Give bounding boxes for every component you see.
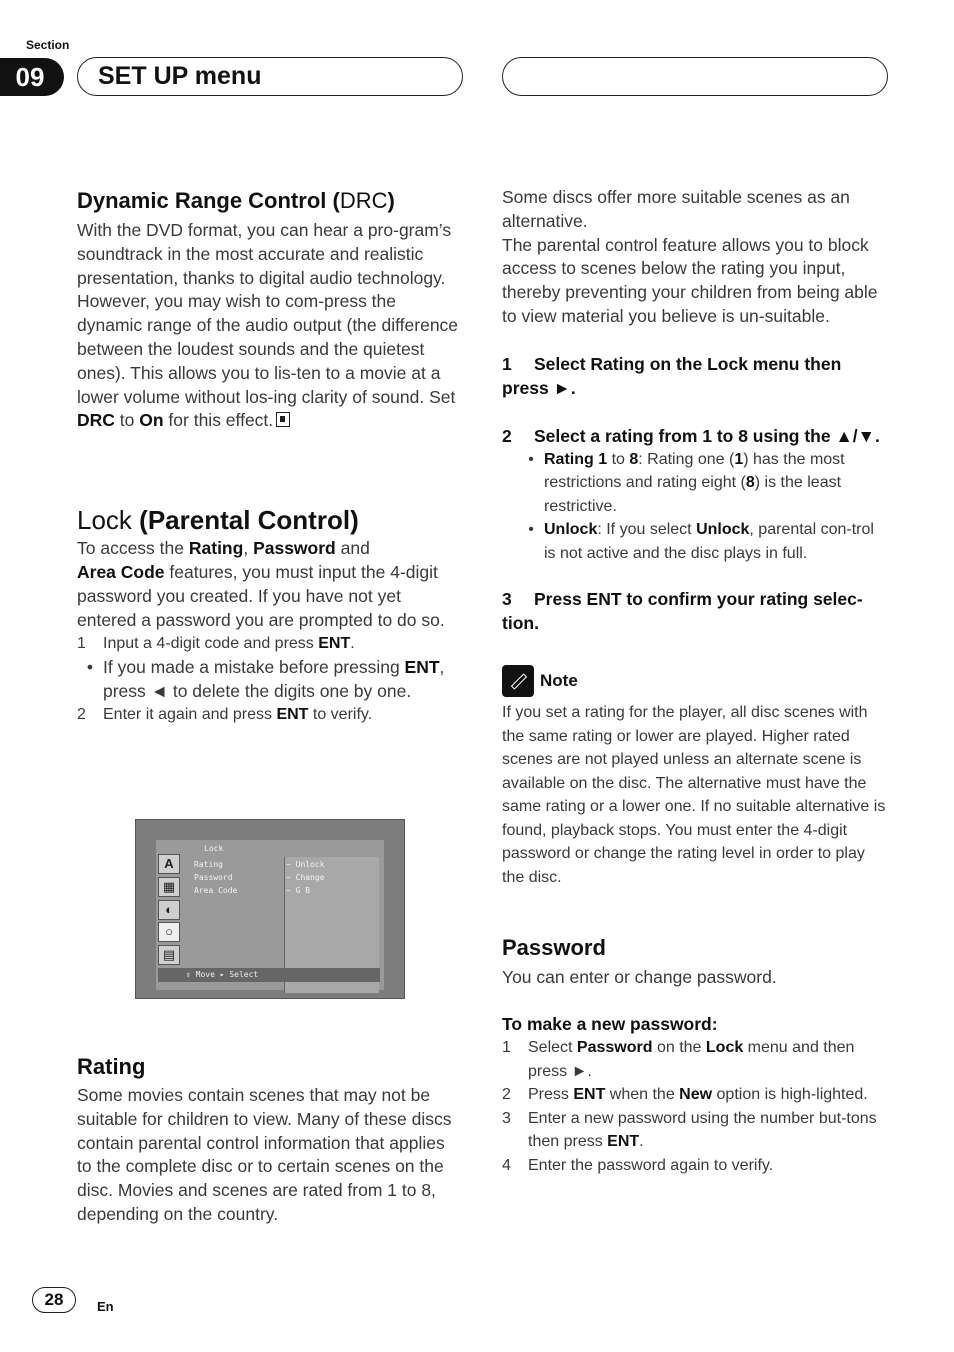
drc-heading [77,186,462,216]
b1-1: 1 [734,450,744,468]
lock-intro-text: To access the [77,538,189,559]
lock-bullet-rest: , press ◄ to delete the digits one by one. [103,656,445,701]
lock-step-2-text [103,703,372,727]
rating-step-3-num: 3 [502,589,512,610]
rating-bullet-2 [518,518,887,565]
pw-step-1 [502,1036,887,1083]
screen-value-unlock: ~ Unlock [286,860,325,869]
rating-step-2-text: Select a rating from 1 to 8 using the ▲/▼. [534,425,880,446]
pw2-ent: ENT [573,1086,606,1104]
drc-term: DRC [77,410,115,431]
b1-8b: 8 [745,474,755,492]
rating-section [77,1052,462,1227]
drc-heading-end: ) [387,188,395,213]
drc-to: to [114,410,140,431]
password-body: You can enter or change password. [502,967,777,988]
left-column [77,186,462,727]
lock-step-2-num: 2 [77,706,86,724]
right-column [502,186,887,1177]
b2-unlock2: Unlock [696,521,750,539]
lock-bullet-text [103,656,462,704]
pw-step-2-num: 2 [502,1086,511,1104]
pw-step-1-num: 1 [502,1039,511,1057]
rating-body: Some movies contain scenes that may not be suitable for children to view. Many of these discs contain parental control information that applies to the complete disc or to certain scenes on the disc. Movies and scenes are rated from 1 to 8, depending on the country. [77,1085,452,1224]
screen-menu-values [286,858,325,897]
bullet-dot: • [528,450,534,468]
note-pencil-icon [502,665,534,697]
header-blank-pill [502,57,888,96]
b1-t1: : Rating one ( [638,450,735,468]
lock-step-2-ent: ENT [276,706,309,724]
bullet-dot: • [86,656,94,677]
rating-bullet-1-text [544,448,887,519]
pw2-new: New [679,1086,713,1104]
lock-and: and [335,538,370,559]
lock-step-1-text [103,632,355,656]
rating-bullet-1 [518,448,887,519]
lock-step-1-end: . [350,635,355,653]
screen-menu-items [194,858,237,897]
lock-step-2 [77,703,462,727]
drc-body [77,219,462,433]
drc-on: On [139,410,164,431]
pw2-c: option is high-lighted. [712,1086,868,1104]
b1-to: to [607,450,630,468]
lock-step-1-num: 1 [77,635,86,653]
rating-step-3-text: Press ENT to confirm your rating selec-tion. [502,589,863,634]
lock-area-code-term: Area Code [77,561,165,582]
pw1-lock: Lock [705,1039,744,1057]
screen-title: Lock [204,844,224,853]
lock-step-1 [77,632,462,656]
rating-step-1-num: 1 [502,353,512,374]
page-title [77,57,463,96]
pw-step-2 [502,1083,887,1107]
screen-side-icon-lock: ○ [158,922,180,942]
drc-heading-bold: Dynamic Range Control ( [77,188,340,213]
rating-step-2-num: 2 [502,425,512,446]
b1-rating1: Rating 1 [544,450,608,468]
note-body: If you set a rating for the player, all disc scenes with the same rating or lower are played. Higher rated scenes are not played unless an alternate scene is available on the disc. The alternative must have the same rating or a lower one. If no suitable alternative is found, playback stops. You must enter the 4-digit password or change the rating level in order to play the disc. [502,704,886,886]
screen-item-rating: Rating [194,860,223,869]
b1-t2: ) has the most restrictions and rating eight ( [544,450,845,492]
pw3-a: Enter a new password using the number but-tons then press [528,1109,877,1151]
pw-step-3 [502,1107,887,1154]
lock-heading-bold: (Parental Control) [139,505,359,536]
b1-8: 8 [629,450,639,468]
pw2-a: Press [528,1086,574,1104]
pw-step-2-text [528,1083,868,1107]
pw1-password: Password [576,1039,653,1057]
pw1-c: menu and then press ►. [528,1039,855,1080]
lock-intro-rest: features, you must input the 4-digit password you created. If you have not yet entered a password you are prompted to do so. [77,561,445,630]
lock-intro [77,537,462,632]
bullet-dot: • [528,521,534,539]
page-number: 28 [32,1287,76,1313]
pw-step-4-num: 4 [502,1156,511,1174]
lock-heading-light: Lock [77,505,140,536]
screen-bottom-bar: ⇕ Move ▸ Select [158,968,380,982]
note-label: Note [540,671,578,691]
lock-bullet-ent: ENT [404,656,440,677]
lock-comma: , [243,538,254,559]
rating-step-3 [502,587,887,635]
section-number: 09 [0,58,64,96]
b1-t3: ) is the least restrictive. [544,474,842,515]
rating-step-1 [502,352,887,400]
right-intro-1: Some discs offer more suitable scenes as an alternative. [502,187,850,231]
rating-step-1-text: Select Rating on the Lock menu then press ►. [502,353,842,398]
lock-step-1-ent: ENT [318,635,351,653]
pw-step-4 [502,1154,887,1178]
pw3-b: . [639,1133,644,1151]
section-label: Section [26,38,70,52]
lock-bullet [77,656,462,704]
screen-side-icon-c: ◐ [158,900,180,920]
new-password-heading: To make a new password: [502,1014,718,1035]
pw-step-4-text: Enter the password again to verify. [528,1156,774,1174]
pw-step-3-num: 3 [502,1109,511,1127]
lock-password-term: Password [253,538,336,559]
screen-side-icon-e: ▤ [158,945,180,965]
lock-menu-screenshot [135,819,405,999]
lock-bullet-body: If you made a mistake before pressing [103,656,405,677]
screen-side-icon-a: A [158,854,180,874]
screen-item-area-code: Area Code [194,886,238,895]
screen-value-change: ~ Change [286,873,325,882]
lock-step-2-body: Enter it again and press [103,706,277,724]
password-heading: Password [502,935,606,961]
lock-step-2-end: to verify. [308,706,373,724]
rating-heading: Rating [77,1054,146,1079]
b2-t2: , parental con-trol is not active and the disc plays in full. [544,521,874,562]
drc-body-end: for this effect. [163,410,274,431]
note-header [502,665,887,697]
pw-step-1-text [528,1036,887,1083]
b2-unlock: Unlock [544,521,598,539]
stop-icon [276,412,290,427]
lock-step-1-body: Input a 4-digit code and press [103,635,319,653]
screen-value-area: ~ G B [286,886,311,895]
pw1-a: Select [528,1039,577,1057]
rating-bullet-2-text [544,518,887,565]
screen-item-password: Password [194,873,233,882]
rating-step-2 [502,424,887,448]
lock-heading [77,503,462,537]
right-intro-2: The parental control feature allows you to block access to scenes below the rating you input, thereby preventing your children from being able to view material you believe is un-suitable. [502,234,878,326]
page-title-text: SET UP menu [98,62,262,90]
lock-rating-term: Rating [188,538,244,559]
pw1-b: on the [652,1039,706,1057]
language-code: En [97,1299,114,1314]
pw-step-3-text [528,1107,887,1154]
pw3-ent: ENT [607,1133,640,1151]
screen-side-icon-b: ▦ [158,877,180,897]
b2-t1: : If you select [597,521,697,539]
pw2-b: when the [605,1086,680,1104]
drc-heading-abbr: DRC [339,188,388,213]
drc-body-text: With the DVD format, you can hear a pro-gram’s soundtrack in the most accurate and realistic presentation, thanks to digital audio technology. However, you may wish to com-press the dynamic range of the audio output (the difference between the loudest sounds and the quietest ones). This allows you to lis-ten to a movie at a lower volume without los-ing clarity of sound. Set [77,220,459,407]
